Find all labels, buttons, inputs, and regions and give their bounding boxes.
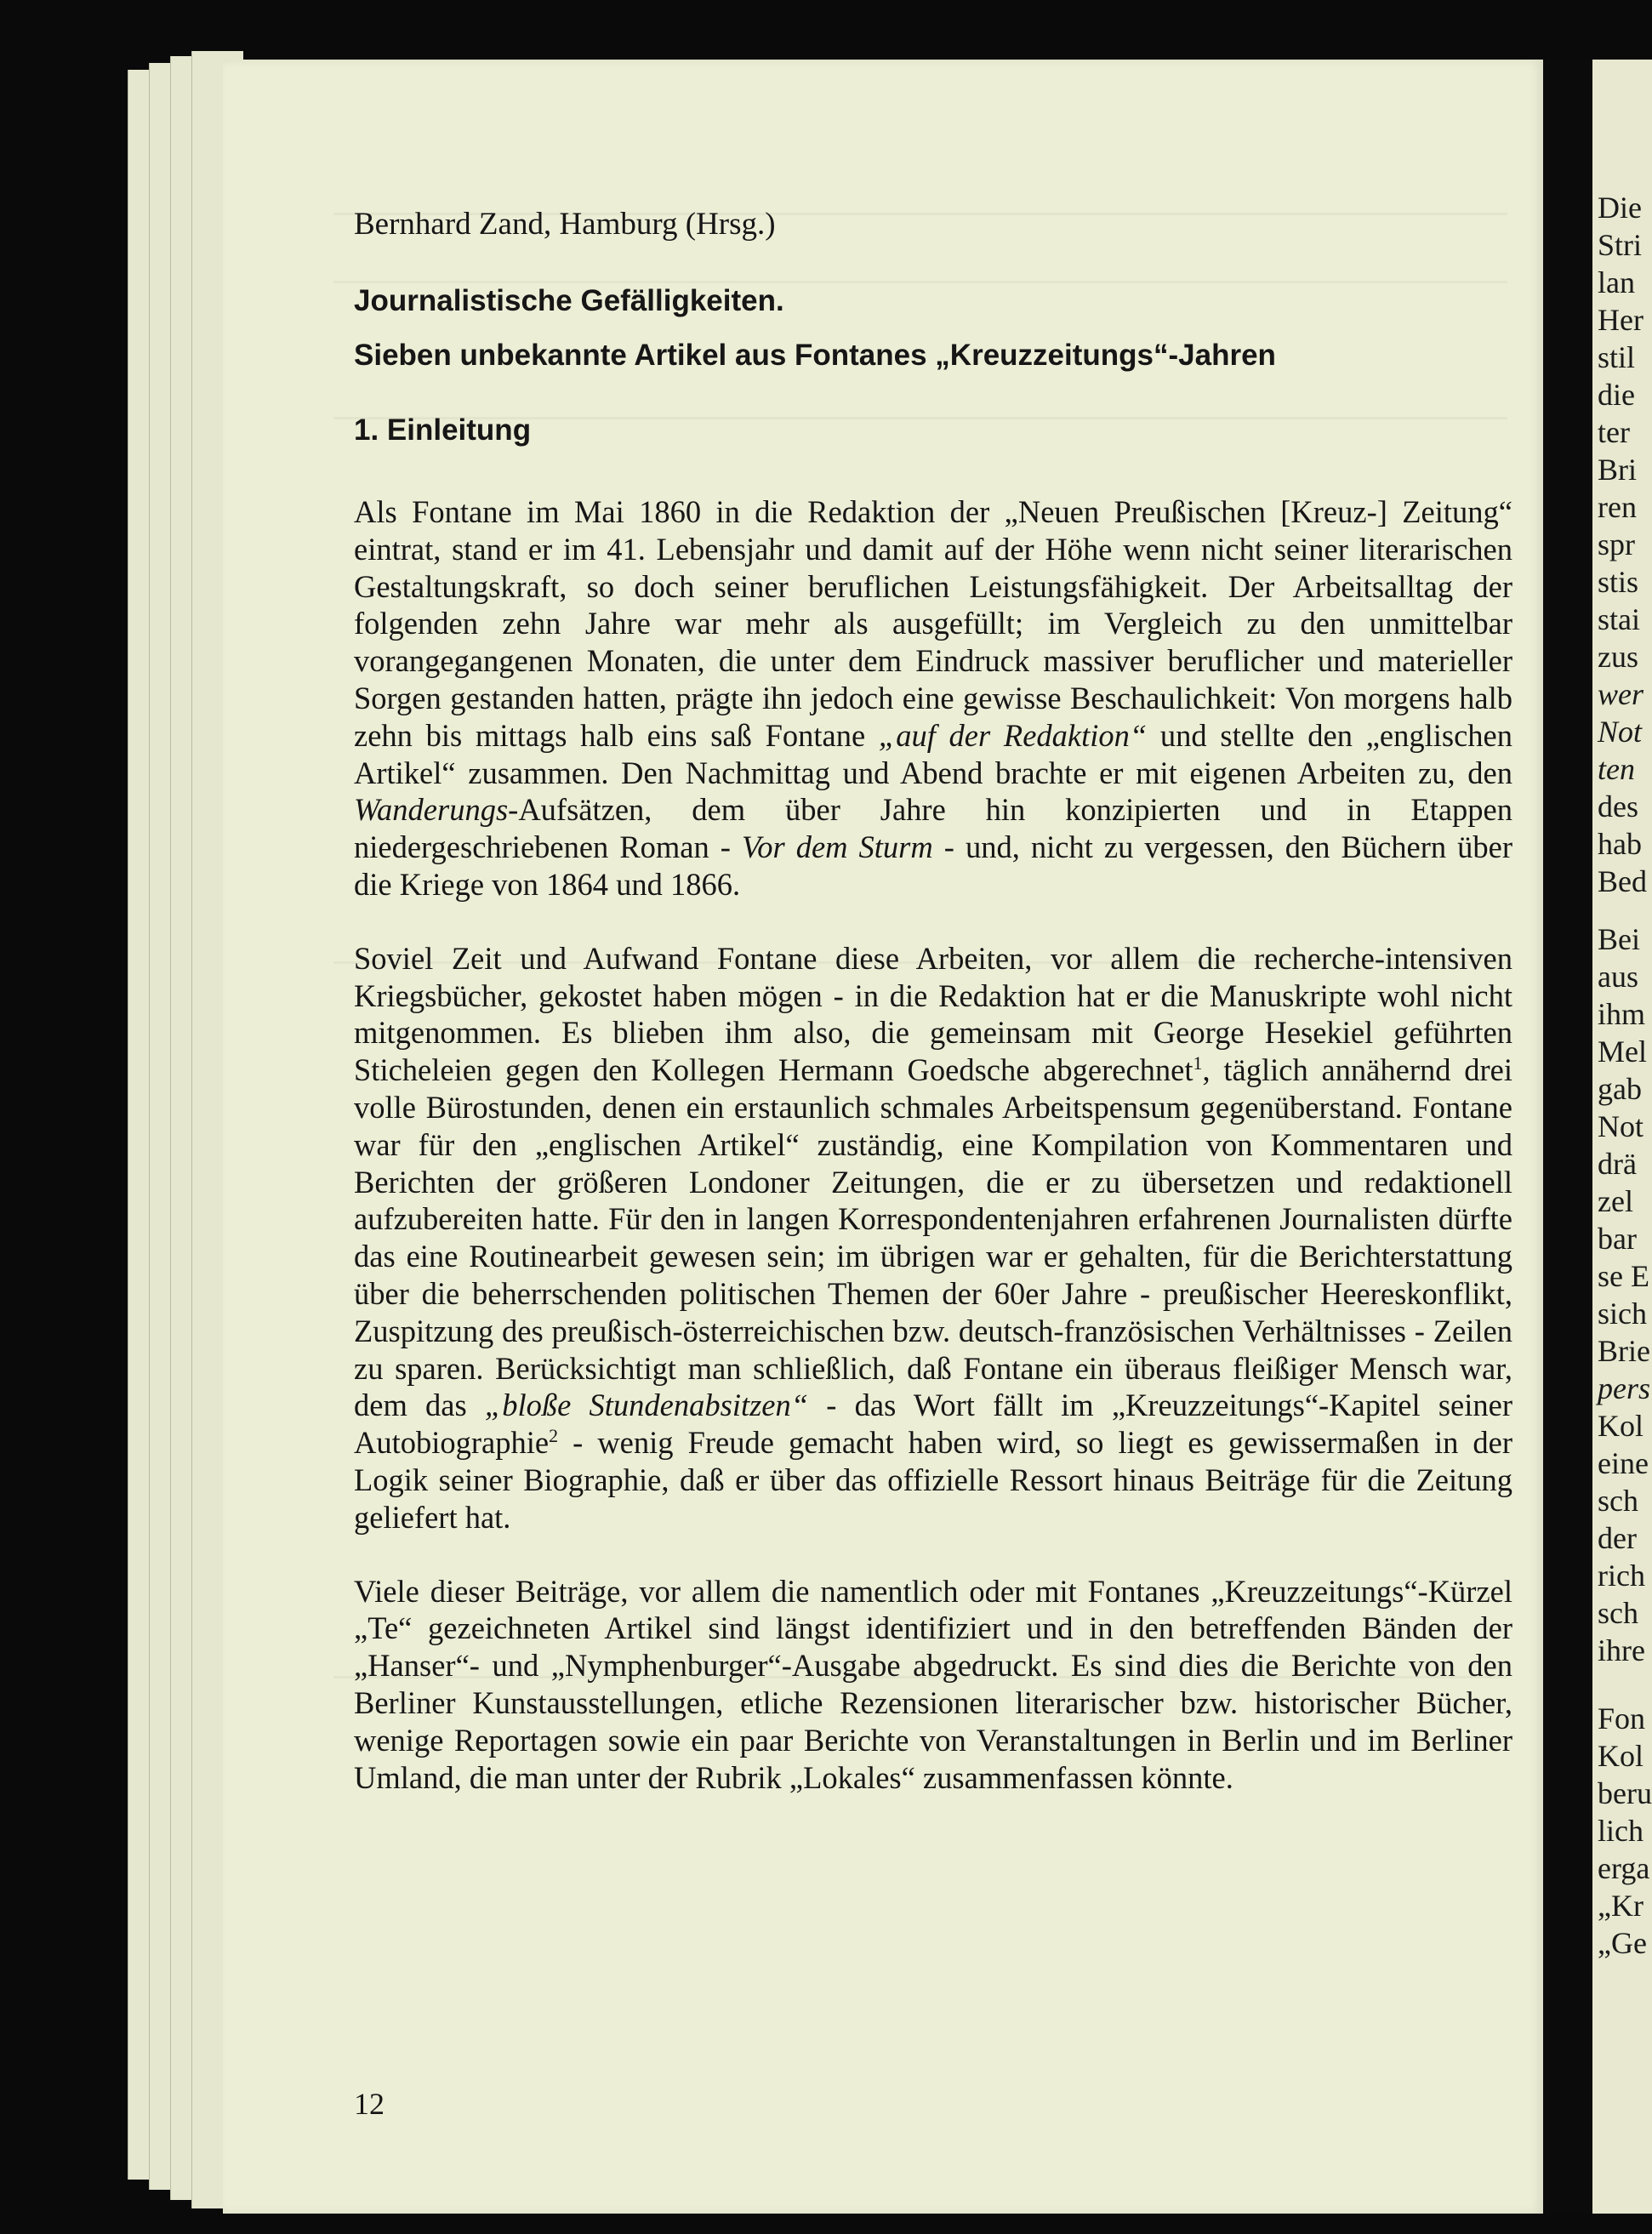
right-page-fragment: sch [1598,1484,1638,1518]
right-page-fragment: Brie [1598,1334,1650,1368]
right-page-fragment: beru [1598,1776,1652,1810]
paragraph-3: Viele dieser Beiträge, vor allem die namentlich oder mit Fontanes „Kreuzzeitungs“-Kürzel „Te“ gezeichneten Artikel sind längst identifiziert und in den betreffenden Bänden der „Hanser“- und „Nymphenburger“-Ausgabe abgedruckt. Es sind dies die Berichte von den Berliner Kunstausstellungen, etliche Rezensionen literarischer bzw. historischer Bücher, wenige Reportagen sowie ein paar Berichte von Veranstaltungen in Berlin und im Berliner Umland, die man unter der Rubrik „Lokales“ zusammenfassen könnte. [354,1573,1512,1795]
footnote-marker: 1 [1193,1052,1203,1074]
italic-quote: „auf der Redaktion“ [878,717,1148,753]
book-gutter [1543,60,1592,2214]
right-page-fragment: ihm [1598,997,1646,1031]
right-page-fragment: pers [1598,1371,1650,1405]
right-page-fragment: „Kr [1598,1889,1643,1923]
right-page-fragment: spr [1598,527,1635,561]
right-page-fragment: „Ge [1598,1926,1647,1960]
right-page-fragment: Her [1598,303,1643,337]
right-page-fragment: se E [1598,1259,1649,1293]
right-page-fragment: Mel [1598,1034,1647,1069]
right-page-fragment: ter [1598,415,1630,449]
right-page-fragment: drä [1598,1147,1637,1181]
right-page-fragment: sch [1598,1596,1638,1630]
right-page-fragment: Kol [1598,1739,1643,1773]
page-number: 12 [354,2087,385,2121]
right-page-fragment: rich [1598,1559,1645,1593]
right-page-fragment: stai [1598,602,1640,636]
right-page-fragment: gab [1598,1072,1642,1106]
text-run: , täglich annähernd drei volle Bürostunden, denen ein erstaunlich schmales Arbeitspensum gegenüberstand. Fontane war für den „englischen Artikel“ zuständig, eine Kompilation von Kommentaren und Berichten der größeren Londoner Zeitungen, die er zu übersetzen und redaktionell aufzubereiten hatte. Für den in langen Korrespondentenjahren erfahrenen Journalisten dürfte das eine Routinearbeit gewesen sein; im übrigen war er gehalten, für die Berichterstattung über die beherrschenden politischen Themen der 60er Jahre - preußischer Heereskonflikt, Zuspitzung des preußisch-österreichischen bzw. deutsch-französischen Verhältnisses - Zeilen zu sparen. Berücksichtigt man schließlich, daß Fontane ein überaus fleißiger Mensch war, dem das [354,1052,1513,1423]
article-subtitle: Sieben unbekannte Artikel aus Fontanes „Kreuzzeitungs“-Jahren [354,339,1276,372]
paragraph-2 [354,940,1512,1536]
right-page-fragment: zel [1598,1184,1633,1218]
right-page-fragment: der [1598,1521,1637,1555]
right-page-fragment: Bed [1598,864,1647,898]
section-heading: 1. Einleitung [354,413,532,447]
text-run: - das Wort fällt im „Kreuzzeitungs“-Kapitel seiner Autobiographie [354,1388,1512,1461]
italic-title: Wanderungs [354,792,509,828]
text-run: Als Fontane im Mai 1860 in die Redaktion der „Neuen Preußischen [Kreuz-] Zeitung“ eintrat, stand er im 41. Lebensjahr und damit auf der Höhe wenn nicht seiner literarischen Gestaltungskraft, so doch seiner beruflichen Leistungsfähigkeit. Der Arbeitsalltag der folgenden zehn Jahre war mehr als ausgefüllt; im Vergleich zu den unmittelbar vorangegangenen Monaten, die unter dem Eindruck massiver beruflicher und materieller Sorgen gestanden hatten, prägte ihn jedoch eine gewisse Beschaulichkeit: Von morgens halb zehn bis mittags halb eins saß Fontane [354,494,1512,753]
text-run: - und, nicht zu vergessen, den Büchern über die Kriege von 1864 und 1866. [354,829,1513,902]
right-page-edge [1592,60,1652,2214]
italic-quote: „bloße Stundenabsitzen“ [484,1388,809,1423]
right-page-fragment: Die [1598,191,1642,225]
right-page-fragment: eine [1598,1446,1649,1480]
right-page-fragment: hab [1598,827,1642,861]
right-page-fragment: Not [1598,715,1643,749]
right-page-fragment: ren [1598,490,1637,524]
right-page-fragment: lich [1598,1814,1643,1848]
editor-line: Bernhard Zand, Hamburg (Hrsg.) [354,207,776,242]
right-page-fragment: wer [1598,677,1643,711]
footnote-marker: 2 [549,1424,559,1446]
right-page-fragment: stis [1598,565,1639,599]
left-page [223,60,1543,2214]
article-title: Journalistische Gefälligkeiten. [354,284,784,317]
right-page-fragment: erga [1598,1851,1650,1885]
right-page-fragment: Kol [1598,1409,1643,1443]
page-content [354,204,1512,1796]
right-page-fragment: stil [1598,340,1636,374]
right-page-fragment: Bei [1598,922,1640,956]
italic-title: Vor dem Sturm [741,829,933,865]
text-run: und stellte den „englischen Artikel“ zusammen. Den Nachmittag und Abend brachte er mit eigenen Arbeiten zu, den [354,717,1512,790]
right-page-fragment: Fon [1598,1701,1646,1735]
text-run: Soviel Zeit und Aufwand Fontane diese Arbeiten, vor allem die recherche-intensiven Kriegsbücher, gekostet haben mögen - in die Redaktion hat er die Manuskripte wohl nicht mitgenommen. Es blieben ihm also, die gemeinsam mit George Hesekiel geführten Sticheleien gegen den Kollegen Hermann Goedsche abgerechnet [354,940,1512,1088]
right-page-fragment: die [1598,378,1635,412]
right-page-fragment: zus [1598,640,1638,674]
right-page-fragment: aus [1598,960,1638,994]
paragraph-1 [354,493,1512,903]
right-page-fragment: Stri [1598,228,1643,262]
text-run: - wenig Freude gemacht haben wird, so liegt es gewissermaßen in der Logik seiner Biographie, daß er über das offizielle Ressort hinaus Beiträge für die Zeitung geliefert hat. [354,1425,1512,1535]
right-page-fragment: ihre [1598,1633,1645,1667]
right-page-fragment: Not [1598,1109,1643,1143]
right-page-fragment: Bri [1598,453,1638,487]
right-page-fragment: ten [1598,752,1635,786]
right-page-fragment: bar [1598,1222,1637,1256]
text-run: -Aufsätzen, dem über Jahre hin konzipierten und in Etappen niedergeschriebenen Roman - [354,792,1512,865]
right-page-fragment: des [1598,789,1638,824]
right-page-fragment: sich [1598,1297,1647,1331]
right-page-fragment: lan [1598,265,1635,299]
